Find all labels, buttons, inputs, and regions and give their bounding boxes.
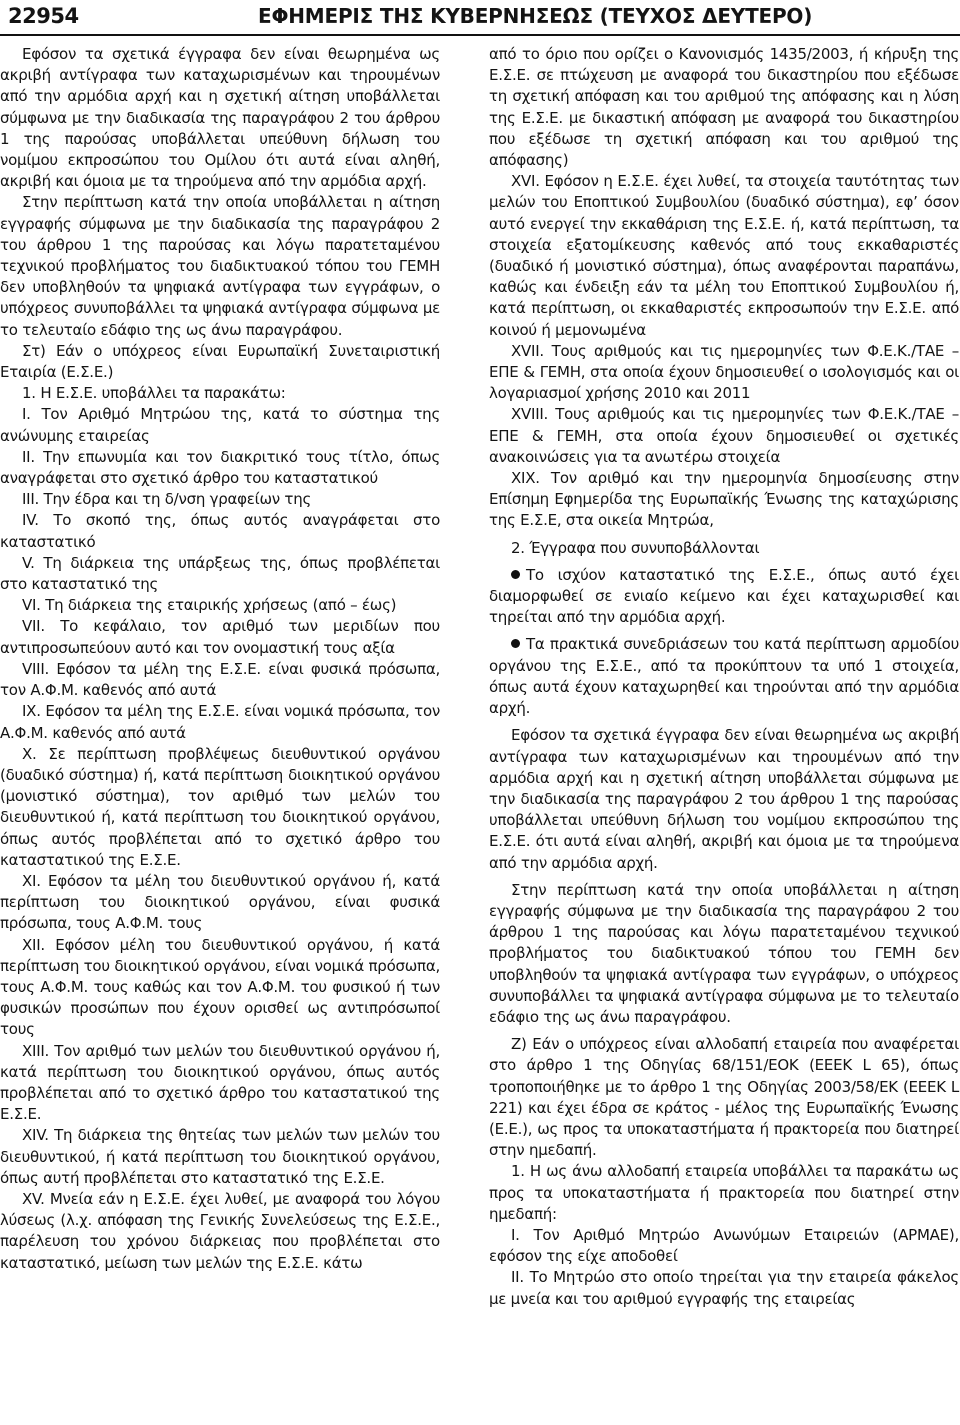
list-item: X. Σε περίπτωση προβλέψεως διευθυντικού οργάνου (δυαδικό σύστημα) ή, κατά περίπτωση διοικητικού οργάνου (μονιστικό σύστημα), τον αριθμό των μελών του διευθυντικού ή, κατά περίπτωση του διοικητικού οργάνου, όπως αυτός προβλέπεται από το σχετικό άρθρο του καταστατικού της Ε.Σ.Ε. (0, 744, 440, 869)
list-item: ΙΙΙ. Την έδρα και τη δ/νση γραφείων της (22, 490, 312, 509)
page-header (0, 0, 960, 40)
page-number: 22954 (8, 4, 79, 28)
paragraph: από το όριο που ορίζει ο Κανονισμός 1435/2003, ή κήρυξη της Ε.Σ.Ε. σε πτώχευση με αναφορά του δικαστηρίου που εξέδωσε τη σχετική απόφαση και του αριθμού της απόφασης και η λύση της Ε.Σ.Ε. με δικαστική απόφαση με αναφορά του δικαστηρίου που εξέδωσε τη σχετική απόφαση και του αριθμού της απόφασης) (489, 45, 959, 170)
list-item: VI. Τη διάρκεια της εταιρικής χρήσεως (από – έως) (22, 596, 397, 615)
list-item: IX. Εφόσον τα μέλη της Ε.Σ.Ε. είναι νομικά πρόσωπα, τον Α.Φ.Μ. καθενός από αυτά (0, 702, 440, 742)
bullet-text: Τα πρακτικά συνεδριάσεων του κατά περίπτωση αρμοδίου οργάνου της Ε.Σ.Ε., από τα προκύπτουν τα υπό 1 στοιχεία, όπως αυτά έχουν καταχωρηθεί και τηρούνται από την αρμόδια αρχή. (489, 635, 959, 718)
left-column (0, 44, 440, 1274)
list-item: V. Τη διάρκεια της υπάρξεως της, όπως προβλέπεται στο καταστατικό της (0, 553, 440, 594)
list-item: XII. Εφόσον μέλη του διευθυντικού οργάνου, ή κατά περίπτωση του διοικητικού οργάνου, είναι νομικά πρόσωπα, τους Α.Φ.Μ. τους καθώς και τον Α.Φ.Μ. του φυσικού ή των φυσικών προσώπων που έχουν ορισθεί ως αντιπρόσωποί τους (0, 935, 440, 1039)
list-item: XIV. Τη διάρκεια της θητείας των μελών των μελών του διευθυντικού, ή κατά περίπτωση του διοικητικού οργάνου, όπως αυτή προβλέπεται στο καταστατικό της Ε.Σ.Ε. (0, 1126, 440, 1187)
list-item: XVI. Εφόσον η Ε.Σ.Ε. έχει λυθεί, τα στοιχεία ταυτότητας των μελών του Εποπτικού Συμβουλίου (δυαδικό σύστημα), εφ’ όσον αυτό ενεργεί την εκκαθάριση της Ε.Σ.Ε. ή, κατά περίπτωση, τα στοιχεία εξατομίκευσης καθενός από τους εκκαθαριστές (δυαδικό ή μονιστικό σύστημα), όπως αναφέρονται παραπάνω, καθώς και ένδειξη εάν τα μέλη του Εποπτικού Συμβουλίου ή, κατά περίπτωση, οι εκκαθαριστές εκπροσωπούν την Ε.Σ.Ε. από κοινού ή μεμονωμένα (489, 172, 959, 339)
paragraph: 1. Η ως άνω αλλοδαπή εταιρεία υποβάλλει τα παρακάτω ως προς τα υποκαταστήματα ή πρακτορεία που διατηρεί στην ημεδαπή: (489, 1162, 959, 1223)
list-item: VII. Το κεφάλαιο, τον αριθμό των μεριδίων που αντιπροσωπεύουν αυτό και τον ονομαστική τους αξία (0, 617, 440, 657)
bullet-icon (511, 570, 520, 579)
list-item: XI. Εφόσον τα μέλη του διευθυντικού οργάνου ή, κατά περίπτωση του διοικητικού οργάνου, είναι φυσικά πρόσωπα, τους Α.Φ.Μ. τους (0, 871, 440, 933)
section-heading: 2. Έγγραφα που συνυποβάλλονται (511, 538, 760, 557)
list-item: ΙV. Το σκοπό της, όπως αυτός αναγράφεται στο καταστατικό (0, 511, 440, 551)
bullet-text: Το ισχύον καταστατικό της Ε.Σ.Ε., όπως αυτό έχει διαμορφωθεί σε ενιαίο κείμενο και έχει καταχωρισθεί και τηρείται από την αρμόδια αρχή. (489, 565, 959, 627)
paragraph: Στην περίπτωση κατά την οποία υποβάλλεται η αίτηση εγγραφής σύμφωνα με την διαδικασία της παραγράφου 2 του άρθρου 1 της παρούσας και λόγω παρατεταμένου τεχνικού προβλήματος του διαδικτυακού τόπου του ΓΕΜΗ δεν υποβληθούν τα ψηφιακά αντίγραφα των εγγράφων, ο υπόχρεος συνυποβάλλει τα ψηφιακά αντίγραφα σύμφωνα με το τελευταίο εδάφιο της ως άνω παραγράφου. (0, 193, 440, 339)
right-column (489, 44, 959, 1310)
list-item: Ι. Τον Αριθμό Μητρώου της, κατά το σύστημα της ανώνυμης εταιρείας (0, 405, 440, 445)
header-rule (0, 34, 960, 36)
list-item: ΙΙ. Την επωνυμία και τον διακριτικό τους τίτλο, όπως αναγράφεται στο σχετικό άρθρο του καταστατικού (0, 447, 440, 488)
bullet-icon (511, 639, 520, 648)
list-item: Ι. Τον Αριθμό Μητρώο Ανωνύμων Εταιρειών (ΑΡΜΑΕ), εφόσον της είχε αποδοθεί (489, 1225, 959, 1266)
publication-title: ΕΦΗΜΕΡΙΣ ΤΗΣ ΚΥΒΕΡΝΗΣΕΩΣ (ΤΕΥΧΟΣ ΔΕΥΤΕΡΟ) (258, 4, 813, 28)
paragraph: 1. Η Ε.Σ.Ε. υποβάλλει τα παρακάτω: (22, 384, 286, 403)
list-item: ΙΙ. Το Μητρώο στο οποίο τηρείται για την εταιρεία φάκελος με μνεία και του αριθμού εγγραφής της εταιρείας (489, 1268, 959, 1308)
bullet-item (489, 634, 959, 719)
bullet-item (489, 565, 959, 629)
list-item: XIX. Τον αριθμό και την ημερομηνία δημοσίευσης στην Επίσημη Εφημερίδα της Ευρωπαϊκής Ένωσης της καταχώρισης της Ε.Σ.Ε, στα οικεία Μητρώα, (489, 469, 959, 530)
paragraph: Στην περίπτωση κατά την οποία υποβάλλεται η αίτηση εγγραφής σύμφωνα με την διαδικασία της παραγράφου 2 του άρθρου 1 της παρούσας και λόγω παρατεταμένου τεχνικού προβλήματος του διαδικτυακού τόπου του ΓΕΜΗ δεν υποβληθούν τα ψηφιακά αντίγραφα των εγγράφων, ο υπόχρεος συνυποβάλλει τα ψηφιακά αντίγραφα σύμφωνα με το τελευταίο εδάφιο της ως άνω παραγράφου. (489, 880, 959, 1026)
list-item: XV. Μνεία εάν η Ε.Σ.Ε. έχει λυθεί, με αναφορά του λόγου λύσεως (λ.χ. απόφαση της Γενικής Συνελεύσεως της Ε.Σ.Ε., παρέλευση του χρόνου διάρκειας που προβλέπεται στο καταστατικό, μείωση των μελών της Ε.Σ.Ε. κάτω (0, 1189, 440, 1272)
section-heading: Ζ) Εάν ο υπόχρεος είναι αλλοδαπή εταιρεία που αναφέρεται στο άρθρο 1 της Οδηγίας 68/151/ΕΟΚ (ΕΕΕΚ L 65), όπως τροποποιήθηκε με το άρθρο 1 της Οδηγίας 2003/58/ΕΚ (ΕΕΕΚ L 221) και έχει έδρα σε κράτος - μέλος της Ευρωπαϊκής Ένωσης (Ε.Ε.), ως προς τα υποκαταστήματα ή πρακτορεία που διατηρεί στην ημεδαπή. (489, 1035, 959, 1160)
list-item: XVII. Τους αριθμούς και τις ημερομηνίες των Φ.Ε.Κ./ΤΑΕ – ΕΠΕ & ΓΕΜΗ, στα οποία έχουν δημοσιευθεί ο ισολογισμός και οι λογαριασμοί χρήσης 2010 και 2011 (489, 341, 959, 403)
paragraph: Εφόσον τα σχετικά έγγραφα δεν είναι θεωρημένα ως ακριβή αντίγραφα των καταχωρισμένων και τηρουμένων από την αρμόδια αρχή και η σχετική αίτηση υποβάλλεται σύμφωνα με την διαδικασία της παραγράφου 2 του άρθρου 1 της παρούσας υποβάλλεται υπεύθυνη δήλωση του νομίμου εκπροσώπου της Ε.Σ.Ε. ότι αυτά είναι αληθή, ακριβή και όμοια με τα τηρούμενα από την αρμόδια αρχή. (489, 726, 959, 872)
list-item: VIII. Εφόσον τα μέλη της Ε.Σ.Ε. είναι φυσικά πρόσωπα, τον Α.Φ.Μ. καθενός από αυτά (0, 659, 440, 700)
list-item: XIII. Τον αριθμό των μελών του διευθυντικού οργάνου ή, κατά περίπτωση του διοικητικού οργάνου, όπως αυτός προβλέπεται από το σχετικό άρθρο του καταστατικού της Ε.Σ.Ε. (0, 1041, 440, 1124)
section-heading: Στ) Εάν ο υπόχρεος είναι Ευρωπαϊκή Συνεταιριστική Εταιρία (Ε.Σ.Ε.) (0, 341, 440, 382)
paragraph: Εφόσον τα σχετικά έγγραφα δεν είναι θεωρημένα ως ακριβή αντίγραφα των καταχωρισμένων και τηρουμένων από την αρμόδια αρχή και η σχετική αίτηση υποβάλλεται σύμφωνα με την διαδικασία της παραγράφου 2 του άρθρου 1 της παρούσας υποβάλλεται υπεύθυνη δήλωση του νομίμου εκπροσώπου του Ομίλου ότι αυτά είναι αληθή, ακριβή και όμοια με τα τηρούμενα από την αρμόδια αρχή. (0, 45, 440, 191)
list-item: XVIII. Τους αριθμούς και τις ημερομηνίες των Φ.Ε.Κ./ΤΑΕ – ΕΠΕ & ΓΕΜΗ, στα οποία έχουν δημοσιευθεί οι σχετικές ανακοινώσεις για τα ανωτέρω στοιχεία (489, 405, 959, 466)
